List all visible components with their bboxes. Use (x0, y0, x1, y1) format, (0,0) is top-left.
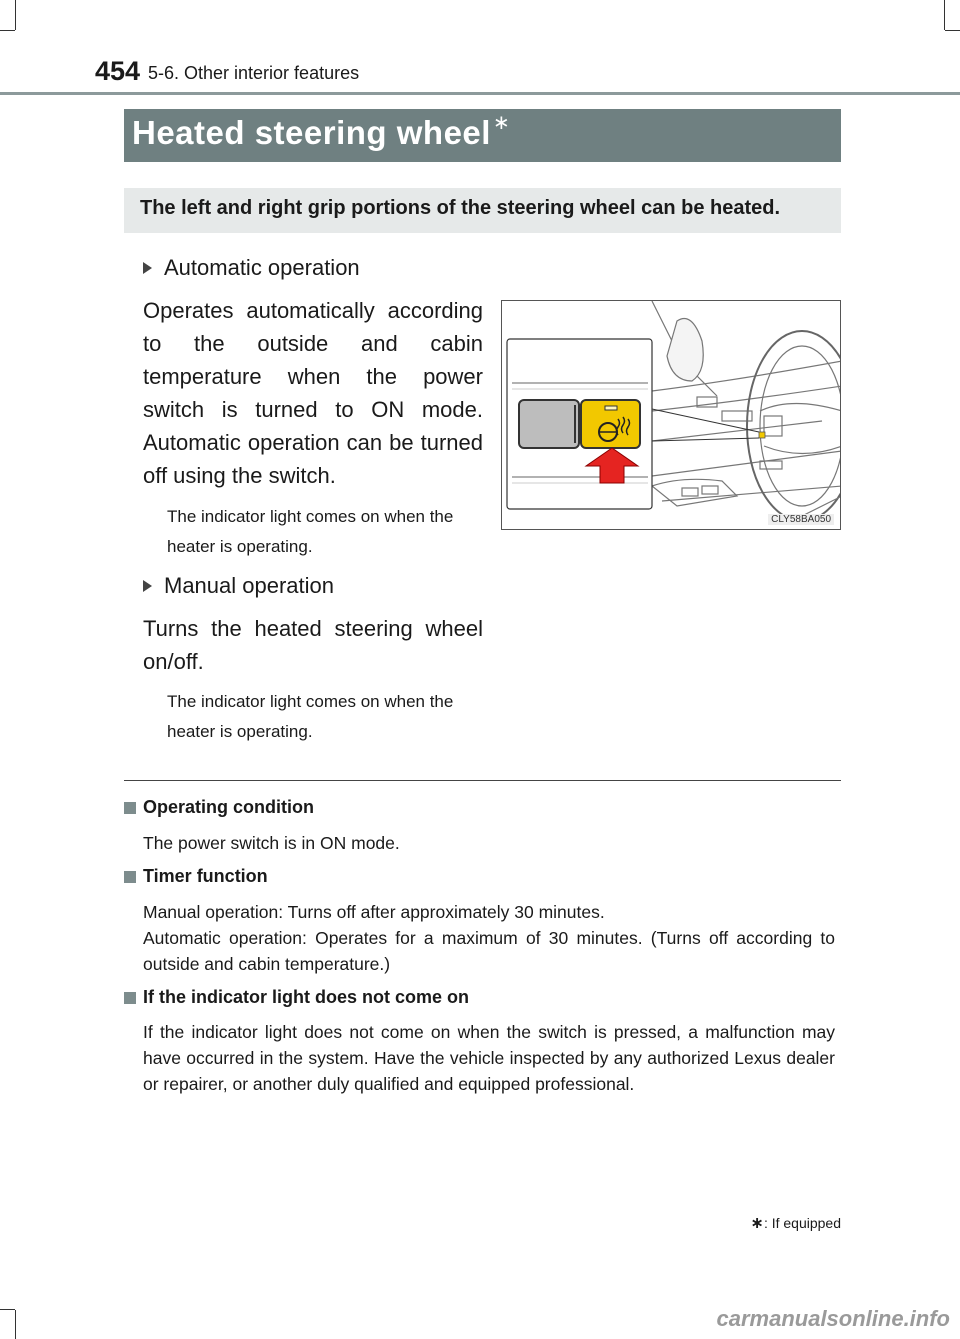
automatic-operation-note: The indicator light comes on when the heater is operating. (167, 507, 454, 556)
crop-mark-top-left-v (15, 0, 16, 30)
page-title (132, 114, 510, 152)
manual-operation-body: Turns the heated steering wheel on/off. (143, 616, 483, 674)
automatic-operation-heading-text: Automatic operation (164, 255, 360, 280)
intro-box (124, 188, 841, 233)
crop-mark-top-left-h (0, 30, 15, 31)
info-line: Manual operation: Turns off after approximately 30 minutes. (143, 902, 605, 922)
info-line: The power switch is in ON mode. (143, 833, 400, 853)
page-title-text: Heated steering wheel (132, 114, 491, 151)
square-bullet-icon (124, 992, 136, 1004)
info-heading-operating-condition (124, 797, 314, 818)
automatic-operation-heading (143, 255, 360, 281)
info-line: If the indicator light does not come on when the switch is pressed, a malfunction may have occurred in the system. Have the vehicle inspected by any authorized Lexus dealer or repairer, or another duly qualified and equipped professional. (143, 1022, 835, 1094)
triangle-bullet-icon (143, 262, 152, 274)
info-body-indicator-light (143, 1019, 835, 1097)
info-body-timer-function (143, 899, 835, 977)
info-line: Automatic operation: Operates for a maximum of 30 minutes. (Turns off according to outside and cabin temperature.) (143, 928, 835, 974)
square-bullet-icon (124, 802, 136, 814)
square-bullet-icon (124, 871, 136, 883)
crop-mark-bottom-left-h (0, 1309, 15, 1310)
footnote (751, 1213, 841, 1233)
section-divider (124, 780, 841, 781)
header-rule (0, 92, 960, 95)
dashboard-drawing (502, 301, 841, 530)
info-body-operating-condition (143, 830, 835, 856)
figure-code: CLY58BA050 (768, 514, 834, 525)
automatic-operation-body: Operates automatically according to the outside and cabin temperature when the power switch is turned to ON mode. Automatic operation can be turned off using the switch. (143, 298, 483, 488)
crop-mark-top-right-h (945, 30, 960, 31)
manual-operation-heading (143, 573, 334, 599)
title-bar (124, 109, 841, 162)
page-number: 454 (95, 56, 141, 86)
manual-operation-heading-text: Manual operation (164, 573, 335, 598)
footnote-star: ∗ (750, 1215, 764, 1232)
crop-mark-top-right-v (944, 0, 945, 30)
info-heading-timer-function (124, 866, 268, 887)
watermark: carmanualsonline.info (716, 1306, 950, 1331)
heated-steering-switch-illustration (501, 300, 841, 530)
crop-mark-bottom-left-v (15, 1310, 16, 1339)
info-heading-indicator-light (124, 987, 469, 1008)
info-heading-text: Timer function (143, 866, 268, 886)
intro-text: The left and right grip portions of the steering wheel can be heated. (140, 197, 781, 219)
info-heading-text: If the indicator light does not come on (143, 987, 470, 1007)
triangle-bullet-icon (143, 580, 152, 592)
info-heading-text: Operating condition (143, 797, 314, 817)
equipped-mark: ∗ (492, 112, 511, 134)
section-reference: 5-6. Other interior features (148, 63, 360, 83)
footnote-text: : If equipped (763, 1215, 841, 1231)
manual-operation-note: The indicator light comes on when the heater is operating. (167, 692, 454, 741)
